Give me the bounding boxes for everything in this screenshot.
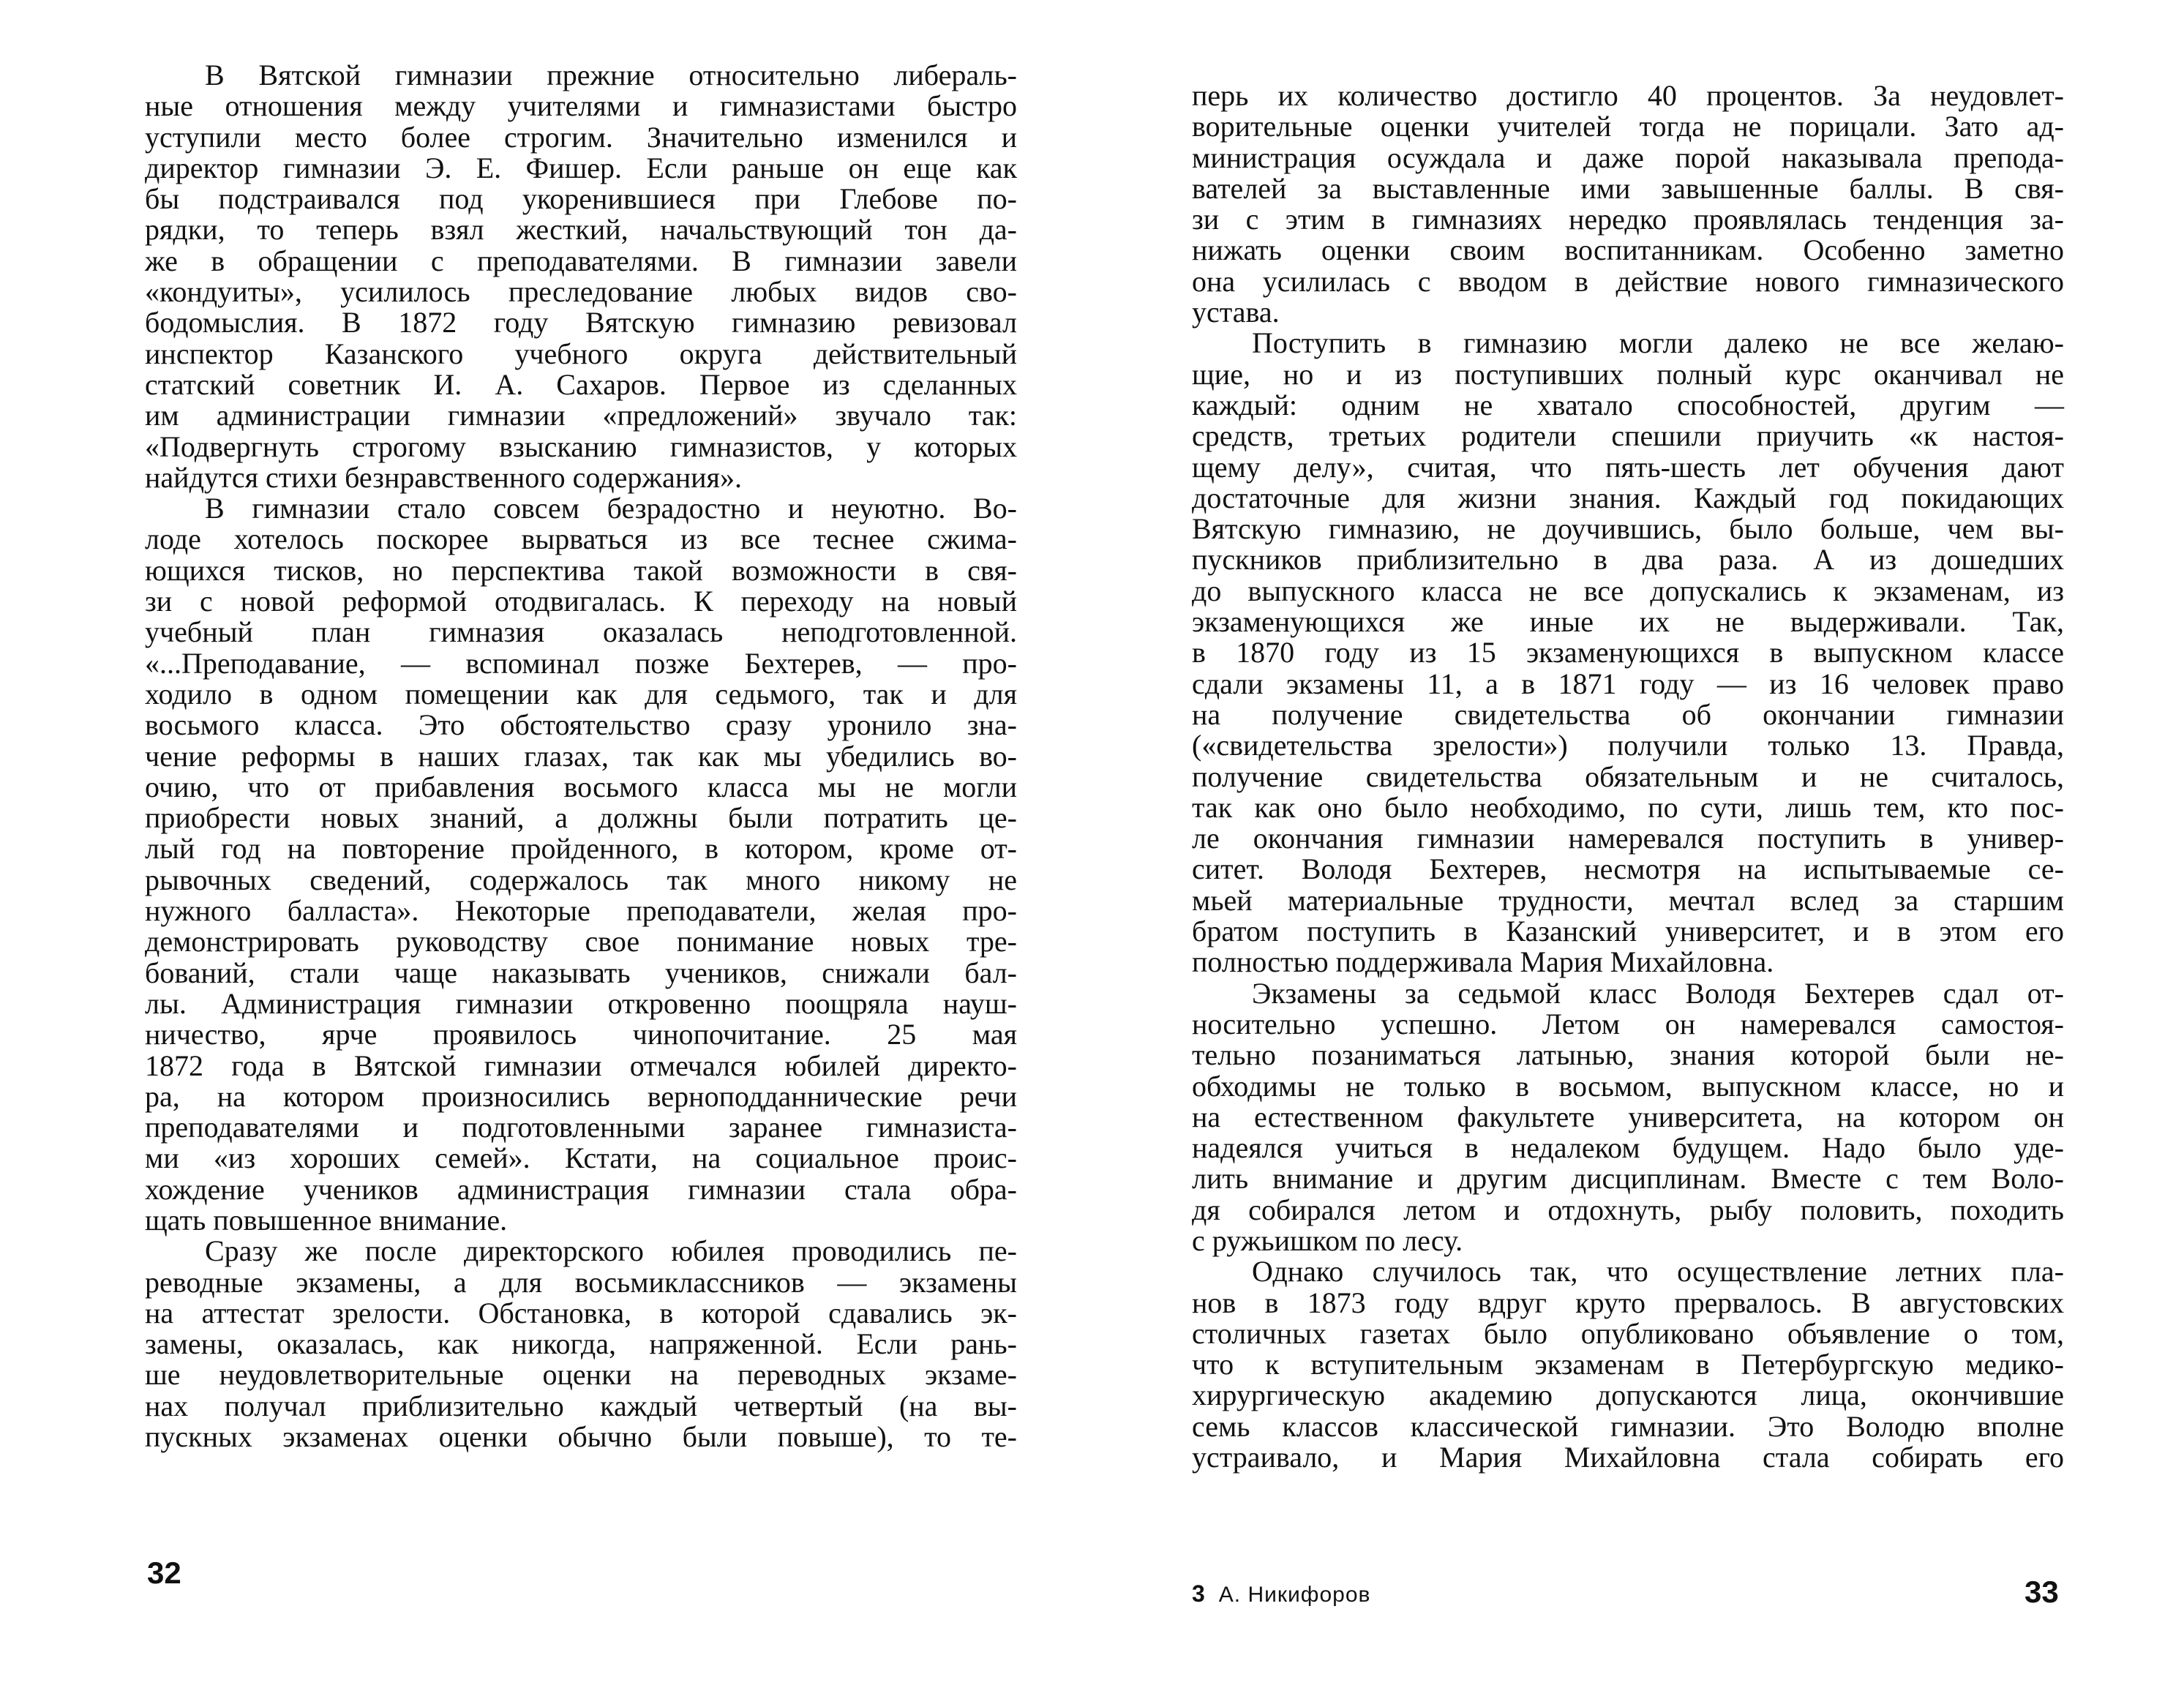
text-line: экзаменующихся же иные их не выдерживали. Так, [1192,605,2064,639]
text-line: пускников приблизительно в два раза. А из дошедших [1192,543,2064,577]
text-line: семь классов классической гимназии. Это Володю вполне [1192,1409,2064,1443]
text-line: она усилилась с вводом в действие нового гимназического [1192,264,2064,298]
text-line: рывочных сведений, содержалось так много никому не [145,863,1017,896]
text-line: бований, стали чаще наказывать учеников, снижали бал- [145,956,1017,989]
text-line: ситет. Володя Бехтерев, несмотря на испытываемые се- [1192,852,2064,886]
text-line: пускных экзаменах оценки обычно были повыше), то те- [145,1420,1017,1454]
text-line: ющихся тисков, но перспектива такой возможности в свя- [145,553,1017,587]
text-line: Вятскую гимназию, не доучившись, было больше, чем вы- [1192,512,2064,546]
text-line: щать повышенное внимание. [145,1203,508,1237]
text-line: мьей материальные трудности, мечтал вслед за старшим [1192,883,2064,917]
text-line: «Подвергнуть строгому взысканию гимназистов, у которых [145,429,1017,463]
text-line: В Вятской гимназии прежние относительно либераль- [205,59,1017,91]
text-line: Сразу же после директорского юбилея проводились пе- [205,1234,1017,1268]
text-line: ные отношения между учителями и гимназистами быстро [145,89,1017,123]
text-line: замены, оказалась, как никогда, напряженной. Если рань- [145,1327,1017,1361]
text-line: на естественном факультете университета, на котором он [1192,1100,2064,1133]
text-line: братом поступить в Казанский университет, и в этом его [1192,915,2064,948]
text-line: устава. [1192,296,1280,329]
right-page-number: 33 [2024,1575,2059,1609]
text-line: щие, но и из поступивших полный курс оканчивал не [1192,357,2064,391]
text-line: реводные экзамены, а для восьмиклассников — экзамены [145,1265,1017,1299]
text-line: вателей за выставленные ими завышенные баллы. В свя- [1192,171,2064,205]
left-page-number: 32 [147,1556,181,1590]
text-line: устраивало, и Мария Михайловна стала собирать его [1192,1441,2064,1474]
text-line: учебный план гимназия оказалась неподготовленной. [145,615,1017,649]
text-line: 1872 года в Вятской гимназии отмечался юбилей директо- [145,1048,1017,1082]
text-line: зи с новой реформой отодвигалась. К переходу на новый [145,585,1017,618]
text-line: хирургическую академию допускаются лица, окончившие [1192,1378,2064,1412]
text-line: столичных газетах было опубликовано объявление о том, [1192,1316,2064,1350]
text-line: так как оно было необходимо, по сути, лишь тем, кто пос- [1192,790,2064,824]
text-line: очию, что от прибавления восьмого класса мы не могли [145,770,1017,803]
text-line: обходимы не только в восьмом, выпускном классе, но и [1192,1069,2064,1103]
text-line: получение свидетельства обязательным и не считалось, [1192,759,2064,793]
text-line: с ружьишком по лесу. [1192,1223,1463,1257]
text-line: бы подстраивался под укоренившиеся при Глебове по- [145,182,1017,216]
text-line: ворительные оценки учителей тогда не порицали. Зато ад- [1192,110,2064,143]
right-page [1092,0,2184,1707]
text-line: статский советник И. А. Сахаров. Первое из сделанных [145,367,1017,401]
text-line: нах получал приблизительно каждый четвертый (на вы- [145,1389,1017,1422]
text-line: «...Преподавание, — вспоминал позже Бехтерев, — про- [145,646,1017,680]
text-line: («свидетельства зрелости») получили только 13. Правда, [1192,729,2064,762]
text-line: демонстрировать руководству свое понимание новых тре- [145,925,1017,958]
text-line: на получение свидетельства об окончании гимназии [1192,697,2064,731]
text-line: бодомыслия. В 1872 году Вятскую гимназию ревизовал [145,306,1017,339]
text-line: лый год на повторение пройденного, в котором, кроме от- [145,832,1017,866]
text-line: инспектор Казанского учебного округа действительный [145,337,1017,370]
text-line: носительно успешно. Летом он намеревался самостоя- [1192,1007,2064,1040]
text-line: до выпускного класса не все допускались к экзаменам, из [1192,574,2064,607]
text-line: сдали экзамены 11, а в 1871 году — из 16 человек право [1192,667,2064,700]
text-line: надеялся учиться в недалеком будущем. Надо было уде- [1192,1131,2064,1165]
text-line: ходило в одном помещении как для седьмого, так и для [145,677,1017,710]
text-line: ле окончания гимназии намеревался поступить в универ- [1192,822,2064,855]
text-line: нижать оценки своим воспитанникам. Особенно заметно [1192,233,2064,267]
text-line: средств, третьих родители спешили приучить «к настоя- [1192,419,2064,453]
text-line: лы. Администрация гимназии откровенно поощряла науш- [145,986,1017,1020]
text-line: достаточные для жизни знания. Каждый год покидающих [1192,481,2064,514]
text-line: на аттестат зрелости. Обстановка, в которой сдавались эк- [145,1296,1017,1329]
text-line: найдутся стихи безнравственного содержания». [145,460,742,494]
text-line: Поступить в гимназию могли далеко не все желаю- [1252,326,2064,360]
printer-signature [1192,1580,1370,1607]
text-line: же в обращении с преподавателями. В гимназии завели [145,244,1017,277]
text-line: полностью поддерживала Мария Михайловна. [1192,945,1774,979]
text-line: рядки, то теперь взял жесткий, начальствующий тон да- [145,213,1017,247]
text-line: лоде хотелось поскорее вырваться из все теснее сжима- [145,522,1017,556]
text-line: тельно позаниматься латынью, знания которой были не- [1192,1038,2064,1072]
text-line: щему делу», считая, что пять-шесть лет обучения дают [1192,450,2064,484]
text-line: ра, на котором произносились верноподданнические речи [145,1079,1017,1113]
text-line: Экзамены за седьмой класс Володя Бехтерев сдал от- [1252,976,2064,1010]
text-line: ничество, ярче проявилось чинопочитание. 25 мая [145,1018,1017,1051]
text-line: ше неудовлетворительные оценки на переводных экзаме- [145,1358,1017,1392]
text-line: в 1870 году из 15 экзаменующихся в выпускном классе [1192,636,2064,669]
text-line: каждый: одним не хватало способностей, другим — [1192,388,2064,421]
text-line: зи с этим в гимназиях нередко проявлялась тенденция за- [1192,203,2064,236]
text-line: что к вступительным экзаменам в Петербургскую медико- [1192,1348,2064,1381]
text-line: «кондуиты», усилилось преследование любых видов сво- [145,275,1017,309]
text-line: чение реформы в наших глазах, так как мы убедились во- [145,739,1017,773]
text-line: преподавателями и подготовленными заранее гимназиста- [145,1111,1017,1144]
text-line: нов в 1873 году вдруг круто прервалось. В августовских [1192,1286,2064,1319]
left-page-text [145,60,1017,1452]
text-line: дя собирался летом и отдохнуть, рыбу половить, походить [1192,1193,2064,1226]
signature-author: А. Никифоров [1218,1583,1371,1607]
text-line: хождение учеников администрация гимназии стала обра- [145,1172,1017,1206]
text-line: перь их количество достигло 40 процентов. За неудовлет- [1192,79,2064,112]
signature-number: 3 [1192,1580,1206,1607]
text-line: им администрации гимназии «предложений» звучало так: [145,399,1017,432]
text-line: приобрести новых знаний, а должны были потратить це- [145,801,1017,835]
right-page-text [1192,80,2064,1473]
text-line: уступили место более строгим. Значительно изменился и [145,120,1017,154]
text-line: директор гимназии Э. Е. Фишер. Если раньше он еще как [145,151,1017,184]
text-line: нужного балласта». Некоторые преподаватели, желая про- [145,894,1017,928]
text-line: лить внимание и другим дисциплинам. Вместе с тем Воло- [1192,1162,2064,1196]
text-line: министрация осуждала и даже порой наказывала препода- [1192,140,2064,174]
text-line: Однако случилось так, что осуществление летних пла- [1252,1255,2064,1288]
text-line: ми «из хороших семей». Кстати, на социальное проис- [145,1141,1017,1175]
text-line: В гимназии стало совсем безрадостно и неуютно. Во- [205,492,1017,525]
text-line: восьмого класса. Это обстоятельство сразу уронило зна- [145,708,1017,742]
